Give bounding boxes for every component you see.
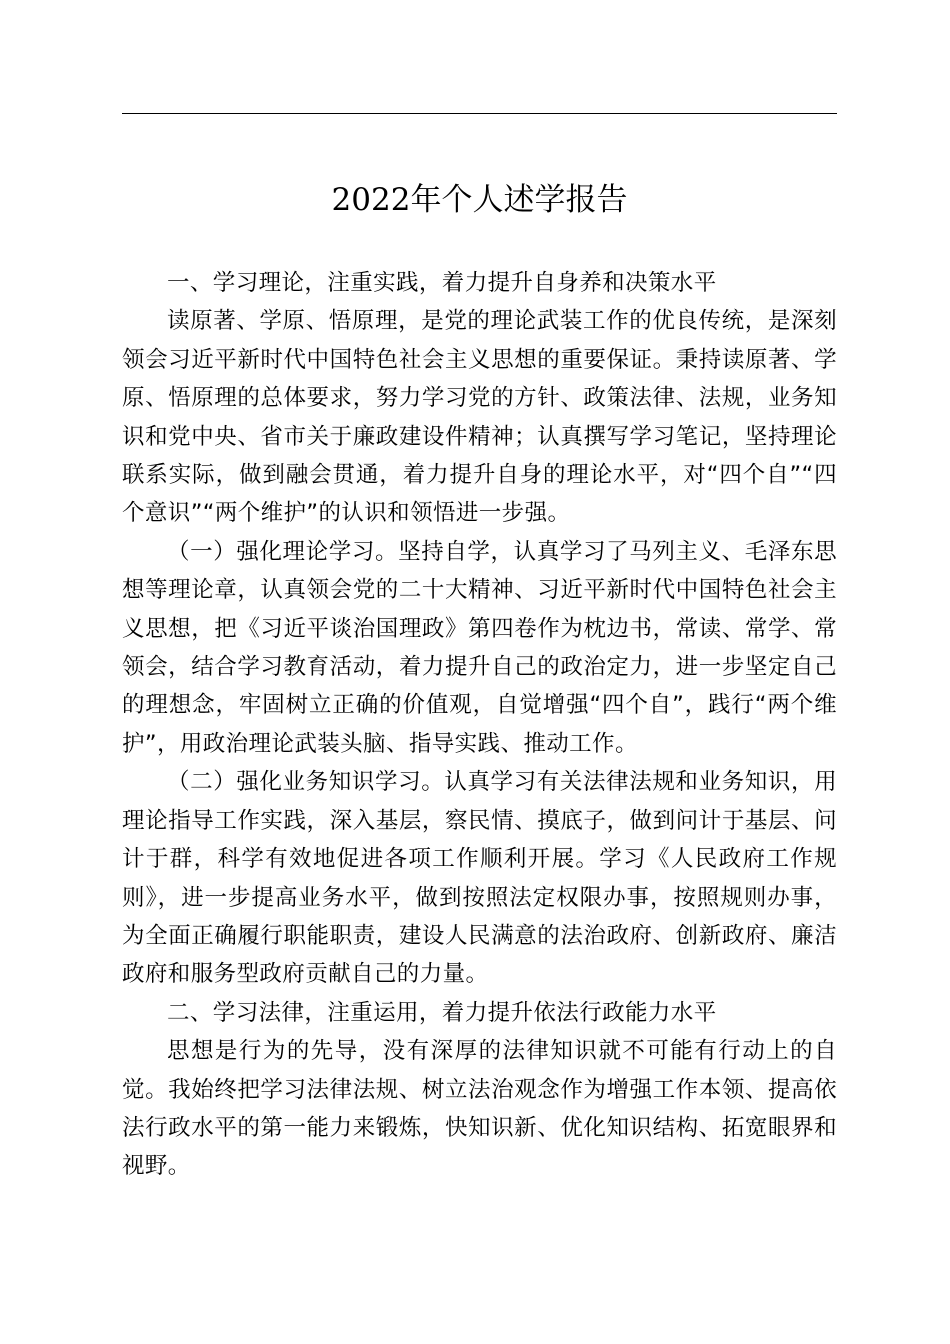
document-body: [122, 264, 837, 1186]
subsection-paragraph-2: （二）强化业务知识学习。认真学习有关法律法规和业务知识，用理论指导工作实践，深入基层，察民情、摸底子，做到问计于基层、问计于群，科学有效地促进各项工作顺利开展。学习《人民政府工作规则》，进一步提高业务水平，做到按照法定权限办事，按照规则办事，为全面正确履行职能职责，建设人民满意的法治政府、创新政府、廉洁政府和服务型政府贡献自己的力量。: [122, 769, 837, 988]
section-heading-1: 一、学习理论，注重实践，着力提升自身养和决策水平: [167, 270, 717, 296]
section-heading-2: 二、学习法律，注重运用，着力提升依法行政能力水平: [167, 999, 717, 1026]
body-paragraph: 读原著、学原、悟原理，是党的理论武装工作的优良传统，是深刻领会习近平新时代中国特色社会主义思想的重要保证。秉持读原著、学原、悟原理的总体要求，努力学习党的方针、政策法律、法规，业务知识和党中央、省市关于廉政建设件精神；认真撰写学习笔记，坚持理论联系实际，做到融会贯通，着力提升自身的理论水平，对“四个自”“四个意识”“两个维护”的认识和领悟进一步强。: [122, 308, 837, 527]
subsection-paragraph-1: （一）强化理论学习。坚持自学，认真学习了马列主义、毛泽东思想等理论章，认真领会党的二十大精神、习近平新时代中国特色社会主义思想，把《习近平谈治国理政》第四卷作为枕边书，常读、常学、常领会，结合学习教育活动，着力提升自己的政治定力，进一步坚定自己的理想念，牢固树立正确的价值观，自觉增强“四个自”，践行“两个维护”，用政治理论武装头脑、指导实践、推动工作。: [122, 538, 837, 757]
document-title: 2022年个人述学报告: [331, 182, 628, 218]
header-rule: [122, 113, 837, 114]
body-paragraph: 思想是行为的先导，没有深厚的法律知识就不可能有行动上的自觉。我始终把学习法律法规、树立法治观念作为增强工作本领、提高依法行政水平的第一能力来锻炼，快知识新、优化知识结构、拓宽眼界和视野。: [122, 1038, 837, 1180]
